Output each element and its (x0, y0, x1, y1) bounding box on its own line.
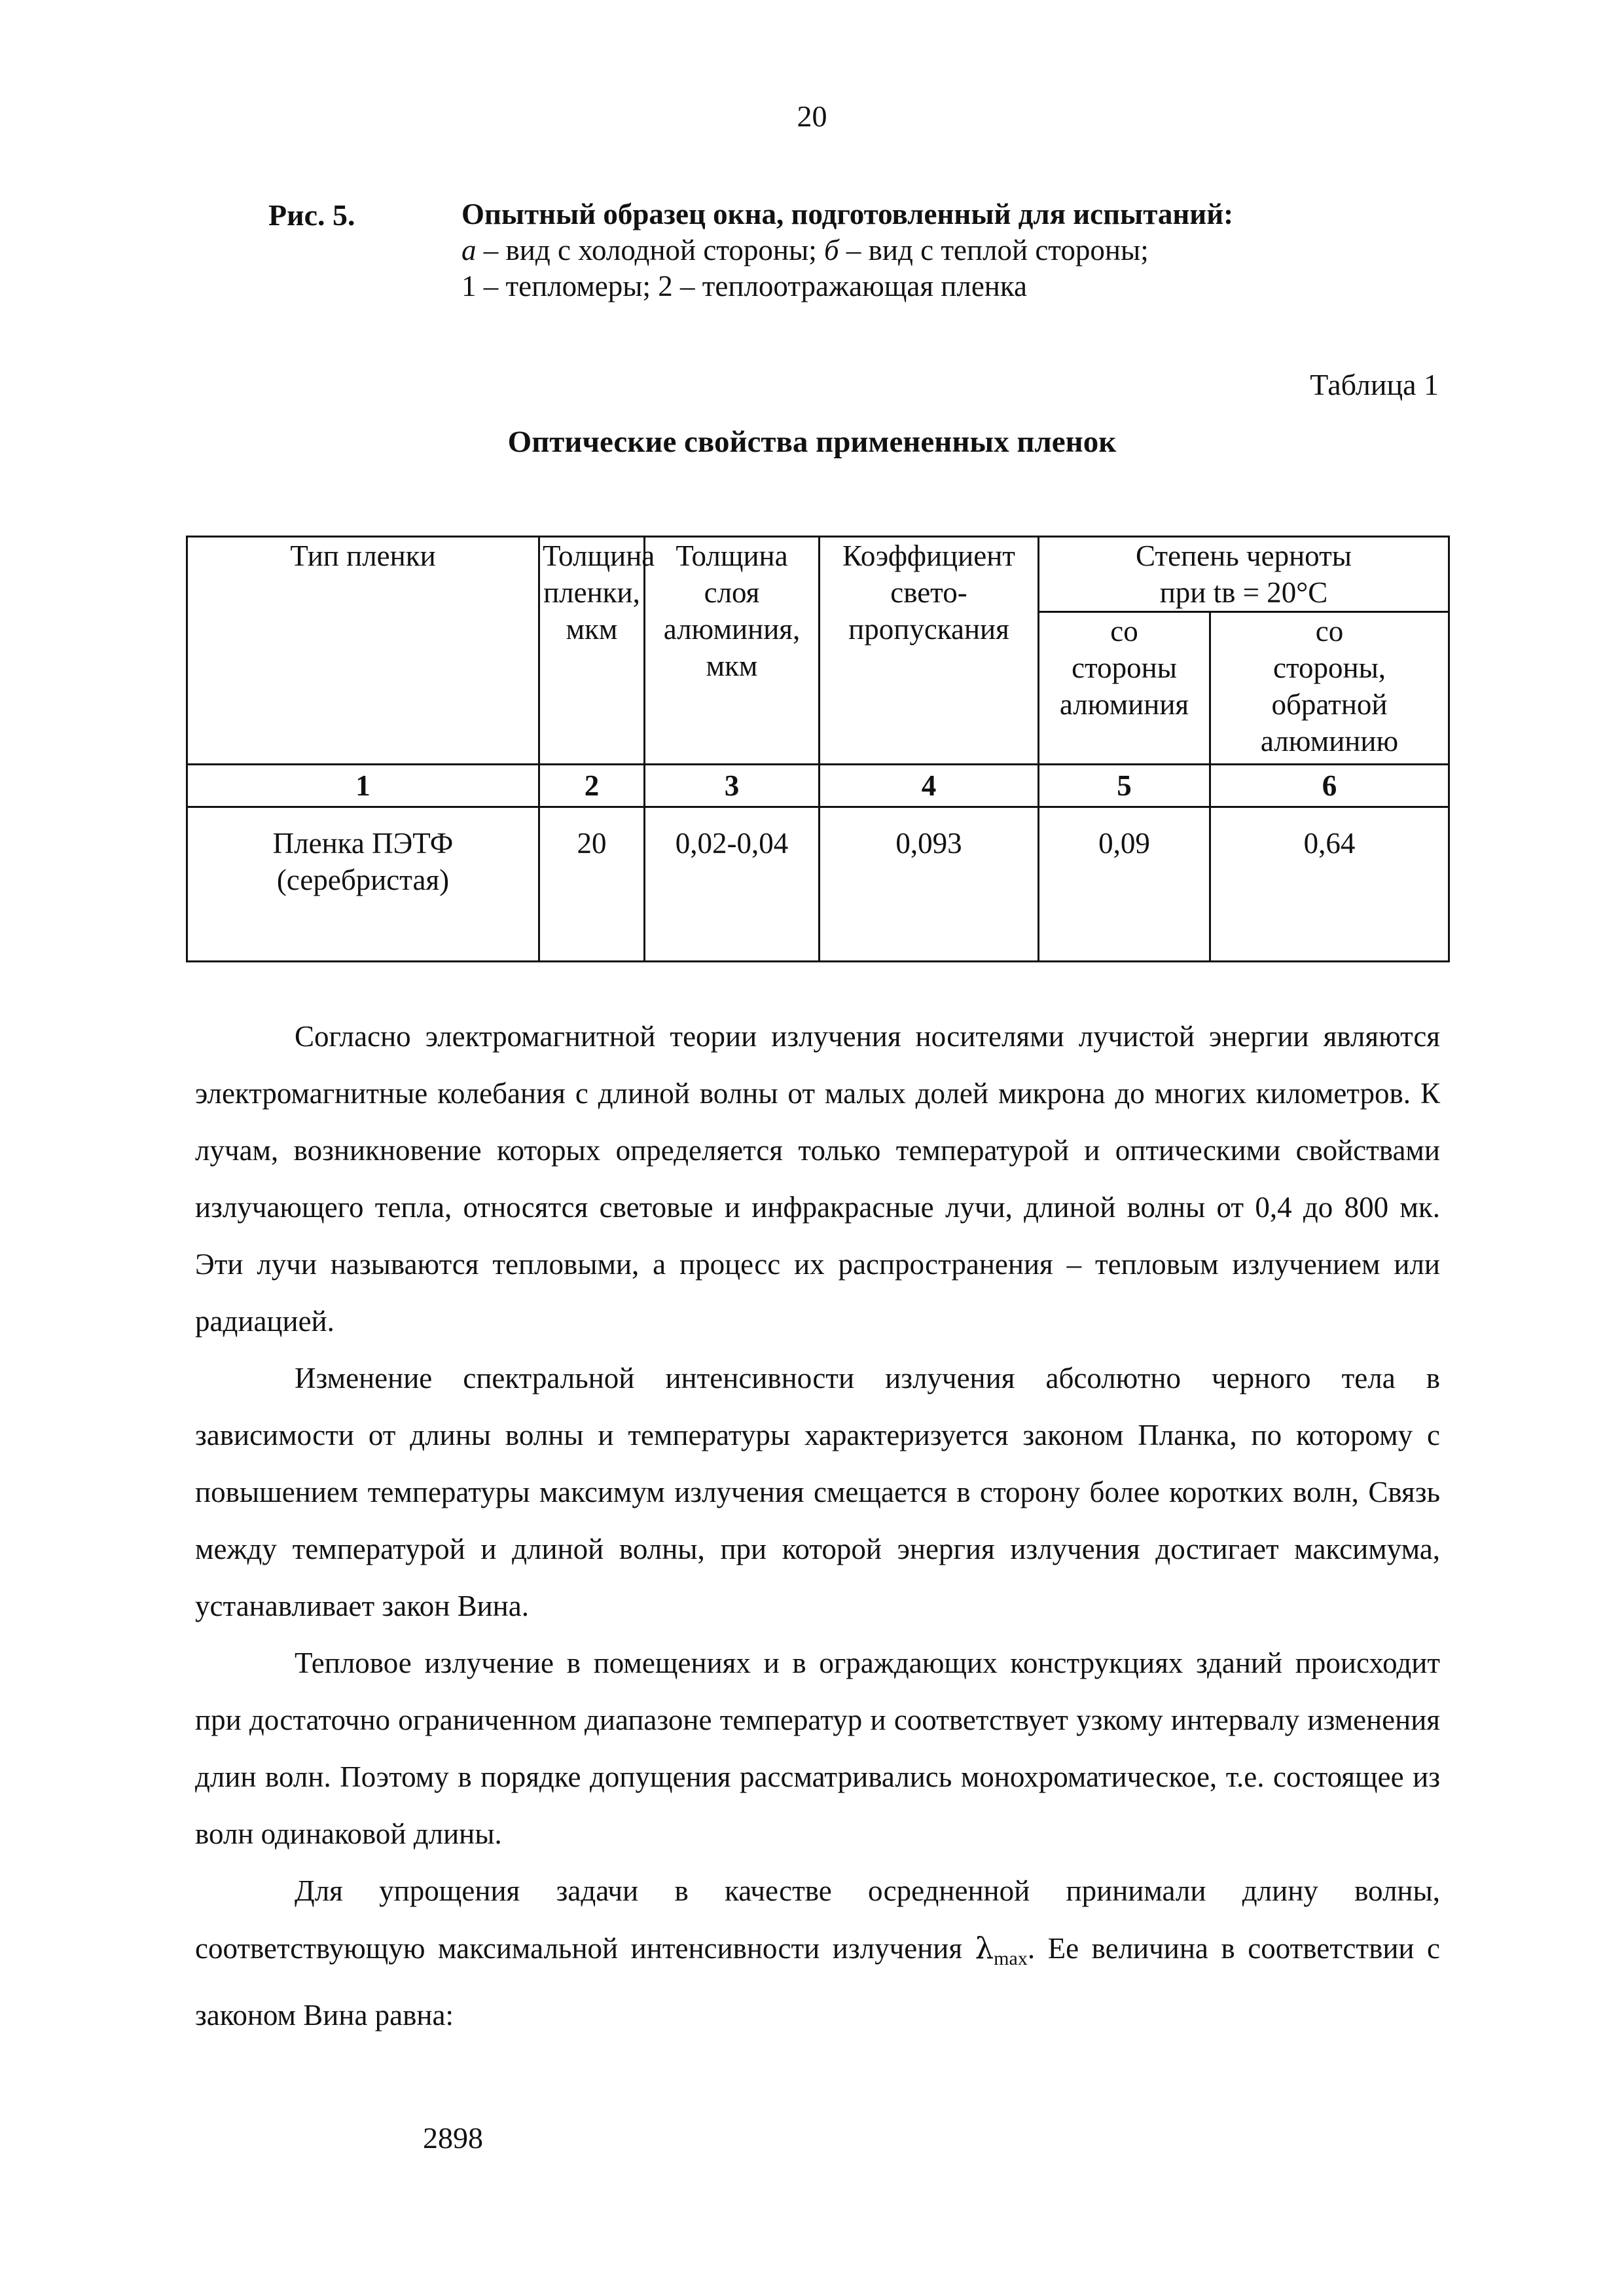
cell-film-thickness: 20 (539, 807, 645, 962)
caption-b-text: – вид с теплой стороны; (839, 234, 1149, 266)
page-number: 20 (797, 100, 827, 133)
figure-caption (461, 196, 1430, 304)
paragraph-3: Тепловое излучение в помещениях и в ограждающих конструкциях зданий происходит при достаточно ограниченном диапазоне температур и соответствует узкому интервалу изменения длин волн. Поэтому в порядке допущения рассматривались монохроматическое, т.е. состоящее из волн одинаковой длины. (195, 1647, 1440, 1850)
cell-transmittance: 0,093 (820, 807, 1039, 962)
header-emissivity-al-side: со стороны алюминия (1039, 612, 1210, 765)
paragraph-4-start: Для упрощения задачи в качестве осредненной принимали длину волны, соответствующую максимальной интенсивности излучения (195, 1874, 1440, 1965)
header-al-thickness: Толщина слоя алюминия, мкм (645, 537, 820, 765)
table-row (187, 807, 1449, 962)
header-film-thickness: Толщина пленки, мкм (539, 537, 645, 765)
figure-caption-title: Опытный образец окна, подготовленный для испытаний: (461, 198, 1234, 230)
paragraph-1: Согласно электромагнитной теории излучения носителями лучистой энергии являются электромагнитные колебания с длиной волны от малых долей микрона до многих километров. К лучам, возникновение которых определяется только температурой и оптическими свойствами излучающего тепла, относятся световые и инфракрасные лучи, длиной волны от 0,4 до 800 мк. Эти лучи называются тепловыми, а процесс их распространения – тепловым излучением или радиацией. (195, 1020, 1440, 1338)
optical-properties-table (186, 536, 1450, 962)
cell-emissivity-back-side: 0,64 (1210, 807, 1449, 962)
cell-film-type: Пленка ПЭТФ (серебристая) (187, 807, 539, 962)
column-number: 3 (645, 765, 820, 807)
cell-al-thickness: 0,02-0,04 (645, 807, 820, 962)
column-number: 2 (539, 765, 645, 807)
column-number: 1 (187, 765, 539, 807)
lambda-subscript: max (994, 1948, 1028, 1969)
table-label: Таблица 1 (1310, 368, 1439, 401)
paragraph-4 (195, 1863, 1440, 2044)
paragraph-2: Изменение спектральной интенсивности излучения абсолютно черного тела в зависимости от длины волны и температуры характеризуется законом Планка, по которому с повышением температуры максимум излучения смещается в сторону более коротких волн, Связь между температурой и длиной волны, при которой энергия излучения достигает максимума, устанавливает закон Вина. (195, 1362, 1440, 1622)
column-number: 5 (1039, 765, 1210, 807)
figure-caption-line-3: 1 – тепломеры; 2 – теплоотражающая пленка (461, 270, 1028, 302)
lambda-symbol: λ (975, 1931, 994, 1965)
column-number: 6 (1210, 765, 1449, 807)
header-emissivity-back-side: со стороны, обратной алюминию (1210, 612, 1449, 765)
table-header-row-1 (187, 537, 1449, 612)
caption-b-letter: б (823, 234, 839, 266)
cell-emissivity-al-side: 0,09 (1039, 807, 1210, 962)
header-emissivity-group: Степень черноты при tв = 20°С (1039, 537, 1449, 612)
formula-numerator: 2898 (423, 2121, 483, 2155)
header-transmittance: Коэффициент свето- пропускания (820, 537, 1039, 765)
caption-a-text: – вид с холодной стороны; (476, 234, 824, 266)
paragraph-4-end: . Ее величина в соответствии с законом Вина равна: (195, 1932, 1440, 2032)
header-film-type: Тип пленки (187, 537, 539, 765)
body-text (195, 1008, 1440, 2044)
figure-caption-line-2 (461, 232, 1430, 268)
table-title: Оптические свойства примененных пленок (507, 425, 1117, 459)
column-number: 4 (820, 765, 1039, 807)
figure-label: Рис. 5. (268, 198, 355, 232)
column-number-row (187, 765, 1449, 807)
caption-a-letter: а (461, 234, 477, 266)
